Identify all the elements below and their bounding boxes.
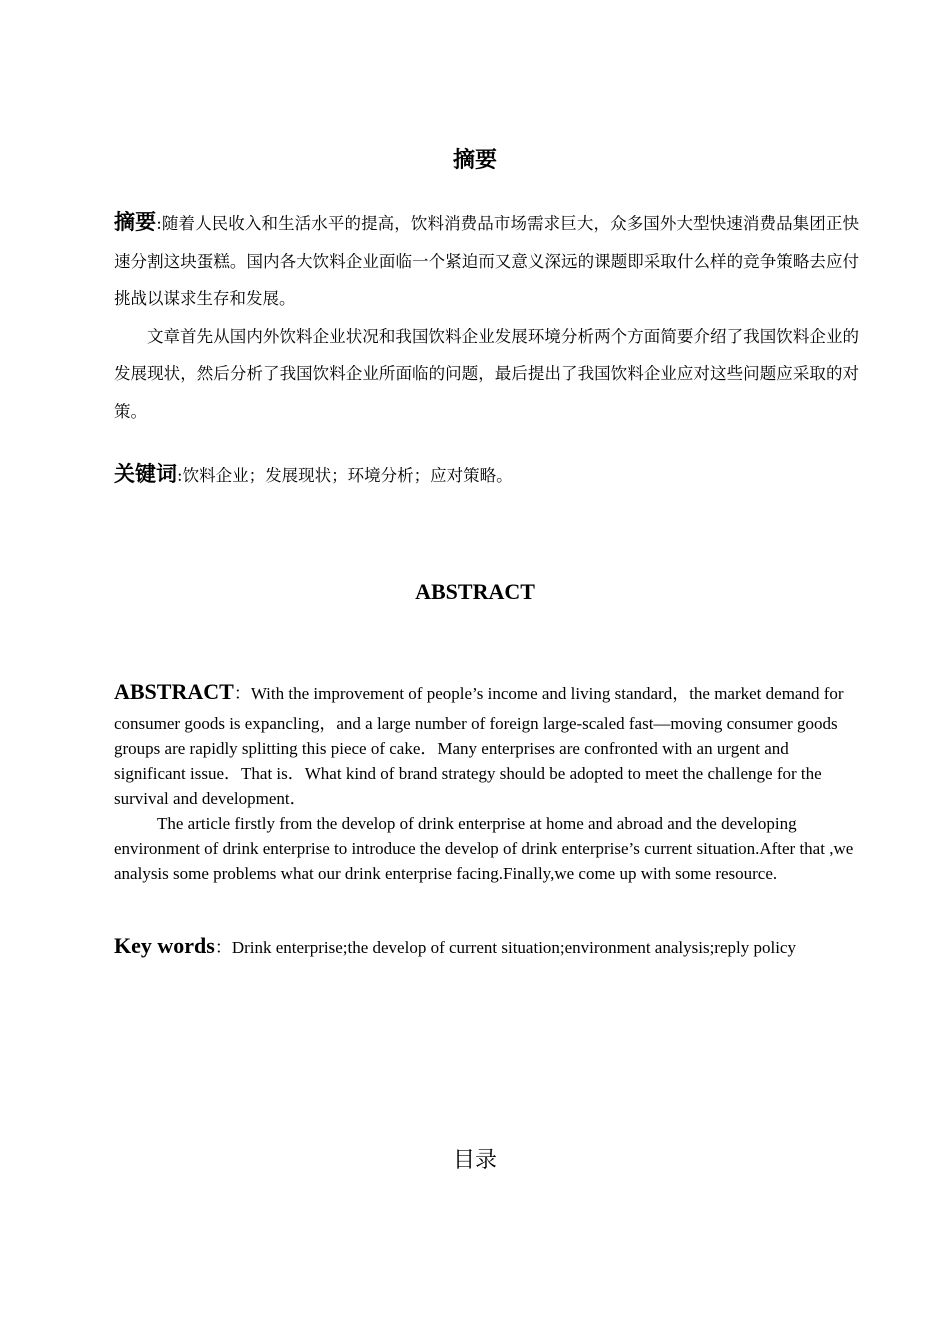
chinese-abstract-title: 摘要 <box>452 148 497 173</box>
english-keywords-text: Drink enterprise;the develop of current situation;environment analysis;reply policy <box>231 938 796 957</box>
chinese-keywords-text: 饮料企业；发展现状；环境分析；应对策略。 <box>182 466 513 485</box>
chinese-abstract-body <box>114 204 859 430</box>
chinese-abstract-colon: : <box>156 214 162 233</box>
chinese-abstract-text-1: 随着人民收入和生活水平的提高，饮料消费品市场需求巨大，众多国外大型快速消费品集团正快速分割这块蛋糕。国内各大饮料企业面临一个紧迫而又意义深远的课题即采取什么样的竞争策略去应付挑战以谋求生存和发展。 <box>114 214 860 308</box>
table-of-contents-title: 目录 <box>452 1148 497 1173</box>
english-abstract-title: ABSTRACT <box>415 579 535 604</box>
english-abstract-paragraph-1 <box>114 674 859 811</box>
chinese-abstract-paragraph-1 <box>114 204 859 318</box>
english-abstract-label: ABSTRACT <box>114 679 234 704</box>
chinese-keywords-label: 关键词 <box>114 462 177 486</box>
chinese-abstract-paragraph-2: 文章首先从国内外饮料企业状况和我国饮料企业发展环境分析两个方面简要介绍了我国饮料企业的发展现状，然后分析了我国饮料企业所面临的问题，最后提出了我国饮料企业应对这些问题应采取的对策。 <box>114 326 859 421</box>
english-keywords-colon: ： <box>214 938 232 957</box>
english-keywords <box>114 922 859 972</box>
english-keywords-label: Key words <box>114 933 215 958</box>
english-abstract-paragraph-2: The article firstly from the develop of drink enterprise at home and abroad and the developing environment of drink enterprise to introduce the develop of drink enterprise’s current situation.After that ,we analysis some problems what our drink enterprise facing.Finally,we come up with some resource. <box>114 814 854 883</box>
english-abstract-colon: ： <box>233 684 251 703</box>
chinese-abstract-label: 摘要 <box>114 210 157 234</box>
english-abstract-body <box>114 674 859 886</box>
chinese-keywords <box>114 456 859 494</box>
chinese-keywords-colon: : <box>177 466 183 485</box>
english-abstract-text-1: With the improvement of people’s income and living standard，the market demand for consumer goods is expancling，and a large number of foreign large-scaled fast—moving consumer goods groups are rapidly splitting this piece of cake．Many enterprises are confronted with an urgent and significant issue．That is．What kind of brand strategy should be adopted to meet the challenge for the survival and development． <box>114 684 844 808</box>
